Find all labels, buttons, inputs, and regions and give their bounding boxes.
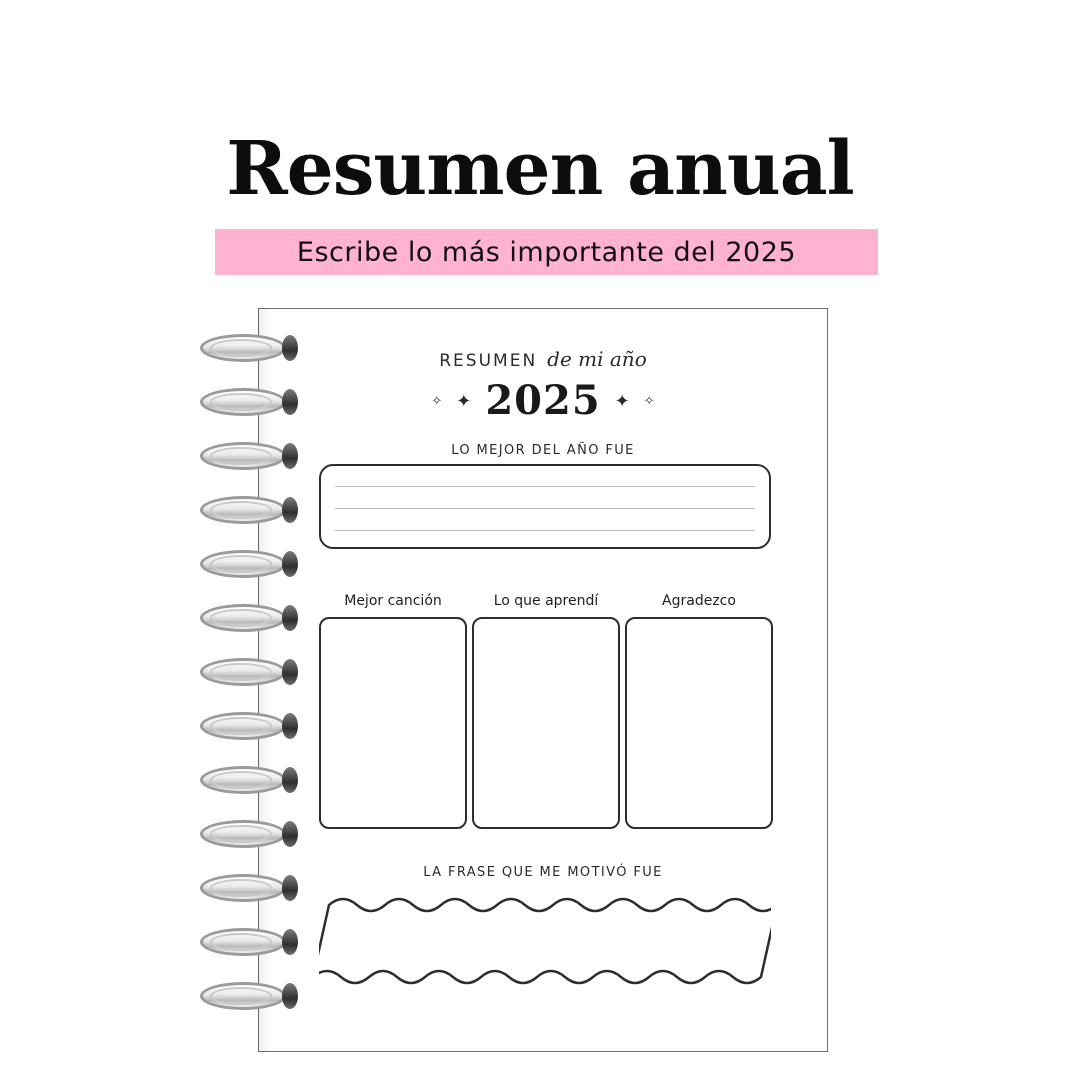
column-input-learned[interactable] bbox=[472, 617, 620, 829]
sparkle-icon: ✦ bbox=[456, 390, 472, 411]
quote-label: LA FRASE QUE ME MOTIVÓ FUE bbox=[423, 865, 663, 880]
subtitle-banner bbox=[215, 229, 878, 275]
year-row bbox=[259, 377, 827, 424]
wavy-box-shape bbox=[319, 889, 771, 994]
page-title: Resumen anual bbox=[226, 126, 854, 212]
best-of-year-label: LO MEJOR DEL AÑO FUE bbox=[451, 443, 635, 458]
sparkle-icon: ✦ bbox=[614, 390, 630, 411]
column-input-song[interactable] bbox=[319, 617, 467, 829]
quote-input[interactable] bbox=[319, 889, 771, 994]
notebook-page bbox=[258, 308, 828, 1052]
writing-rule bbox=[335, 508, 755, 509]
sparkle-icon: ✧ bbox=[643, 393, 655, 408]
best-of-year-input[interactable] bbox=[319, 464, 771, 549]
column-label-learned: Lo que aprendí bbox=[493, 593, 599, 609]
worksheet-content bbox=[259, 309, 827, 1051]
writing-rule bbox=[335, 486, 755, 487]
column-input-grateful[interactable] bbox=[625, 617, 773, 829]
heading-word: RESUMEN bbox=[439, 351, 538, 371]
year-label: 2025 bbox=[485, 377, 601, 424]
sparkle-icon: ✧ bbox=[431, 393, 443, 408]
writing-rule bbox=[335, 530, 755, 531]
worksheet-heading bbox=[259, 347, 827, 424]
worksheet-heading-line bbox=[259, 347, 827, 371]
column-label-grateful: Agradezco bbox=[662, 593, 736, 609]
subtitle-text: Escribe lo más importante del 2025 bbox=[296, 236, 797, 268]
column-label-song: Mejor canción bbox=[344, 593, 442, 609]
heading-script: de mi año bbox=[547, 347, 647, 371]
